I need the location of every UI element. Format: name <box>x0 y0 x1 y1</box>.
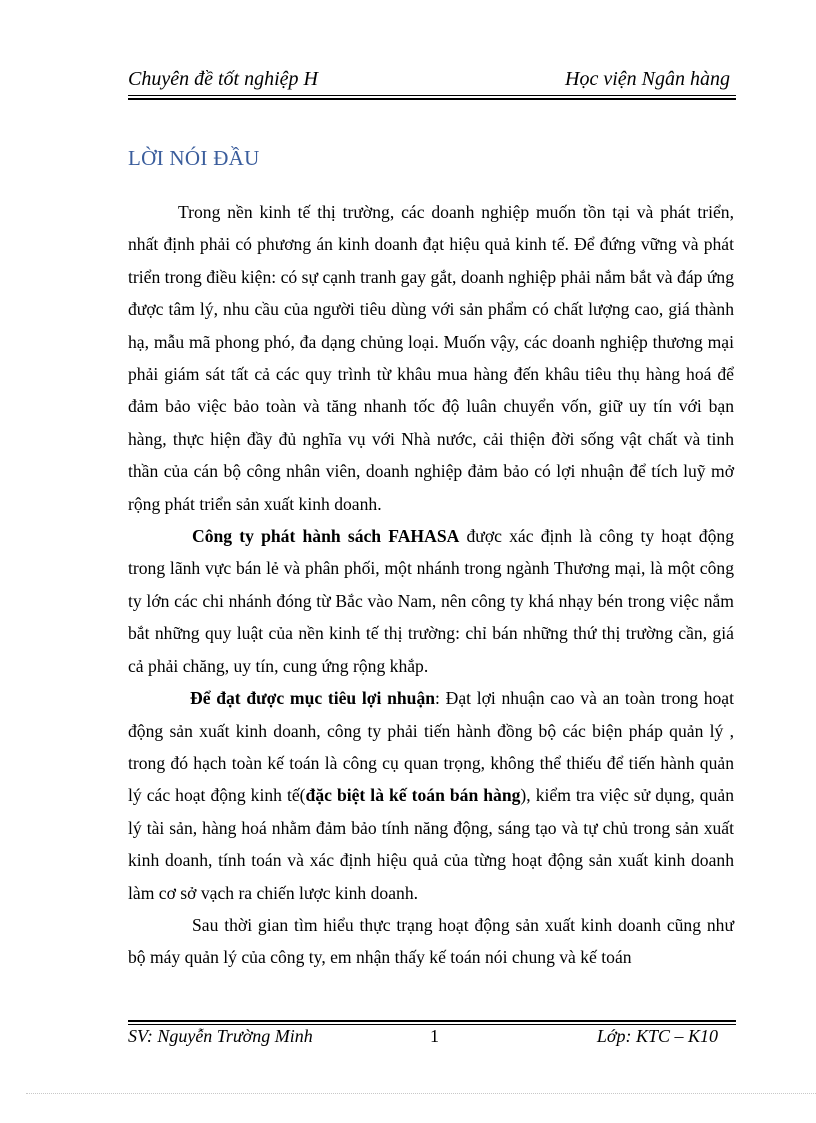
paragraph-4: Sau thời gian tìm hiểu thực trạng hoạt động sản xuất kinh doanh cũng như bộ máy quản lý của công ty, em nhận thấy kế toán nói chung và kế toán <box>128 914 734 968</box>
paragraph-3-text-a: : Đạt lợi nhuận cao và an toàn trong hoạt động sản xuất kinh doanh, công ty phải tiến hành đồng bộ các biện pháp quản lý , trong đó hạch toàn kế toán là công cụ quan trọng, không thể thiếu để tiến hành quản lý các hoạt động kinh tế( <box>128 688 734 806</box>
footer-rule-thin <box>128 1024 736 1025</box>
header-right: Học viện Ngân hàng <box>565 68 730 90</box>
header-left: Chuyên đề tốt nghiệp H <box>128 68 318 90</box>
section-title: LỜI NÓI ĐẦU <box>128 146 260 170</box>
paragraph-2 <box>128 520 734 682</box>
footer-rule-thick <box>128 1020 736 1022</box>
page-header <box>128 64 736 94</box>
paragraph-3-bold-2: đặc biệt là kế toán bán hàng <box>305 785 521 806</box>
paragraph-3 <box>128 682 734 909</box>
page-footer <box>128 1026 736 1050</box>
body-text <box>128 196 734 974</box>
paragraph-3-bold: Để đạt được mục tiêu lợi nhuận <box>190 688 436 709</box>
paragraph-2-bold: Công ty phát hành sách FAHASA <box>192 526 460 547</box>
paragraph-2-text: được xác định là công ty hoạt động trong lãnh vực bán lẻ và phân phối, một nhánh trong ngành Thương mại, là một công ty lớn các chi nhánh đóng từ Bắc vào Nam, nên công ty khá nhạy bén trong việc nắm bắt những quy luật của nền kinh tế thị trường: chỉ bán những thứ thị trường cần, giá cả phải chăng, uy tín, cung ứng rộng khắp. <box>128 526 734 676</box>
header-rule-thick <box>128 98 736 100</box>
footer-class: Lớp: KTC – K10 <box>596 1026 718 1046</box>
footer-student: SV: Nguyễn Trường Minh <box>128 1026 313 1046</box>
paragraph-3-text-b: ), kiểm tra việc sử dụng, quản lý tài sản, hàng hoá nhằm đảm bảo tính năng động, sáng tạo và tự chủ trong sản xuất kinh doanh, tính toán và xác định hiệu quả của từng hoạt động sản xuất kinh doanh làm cơ sở vạch ra chiến lược kinh doanh. <box>128 785 734 903</box>
paragraph-1: Trong nền kinh tế thị trường, các doanh nghiệp muốn tồn tại và phát triển, nhất định phải có phương án kinh doanh đạt hiệu quả kinh tế. Để đứng vững và phát triển trong điều kiện: có sự cạnh tranh gay gắt, doanh nghiệp phải nắm bắt và đáp ứng được tâm lý, nhu cầu của người tiêu dùng với sản phẩm có chất lượng cao, giá thành hạ, mẫu mã phong phó, đa dạng chủng loại. Muốn vậy, các doanh nghiệp thương mại phải giám sát tất cả các quy trình từ khâu mua hàng đến khâu tiêu thụ hàng hoá để đảm bảo việc bảo toàn và tăng nhanh tốc độ luân chuyển vốn, giữ uy tín với bạn hàng, thực hiện đầy đủ nghĩa vụ với Nhà nước, cải thiện đời sống vật chất và tinh thần của cán bộ công nhân viên, doanh nghiệp đảm bảo có lợi nhuận để tích luỹ mở rộng phát triển sản xuất kinh doanh. <box>128 202 734 514</box>
page-break-line <box>26 1093 816 1094</box>
page-number: 1 <box>430 1026 439 1046</box>
header-rule-thin <box>128 95 736 96</box>
